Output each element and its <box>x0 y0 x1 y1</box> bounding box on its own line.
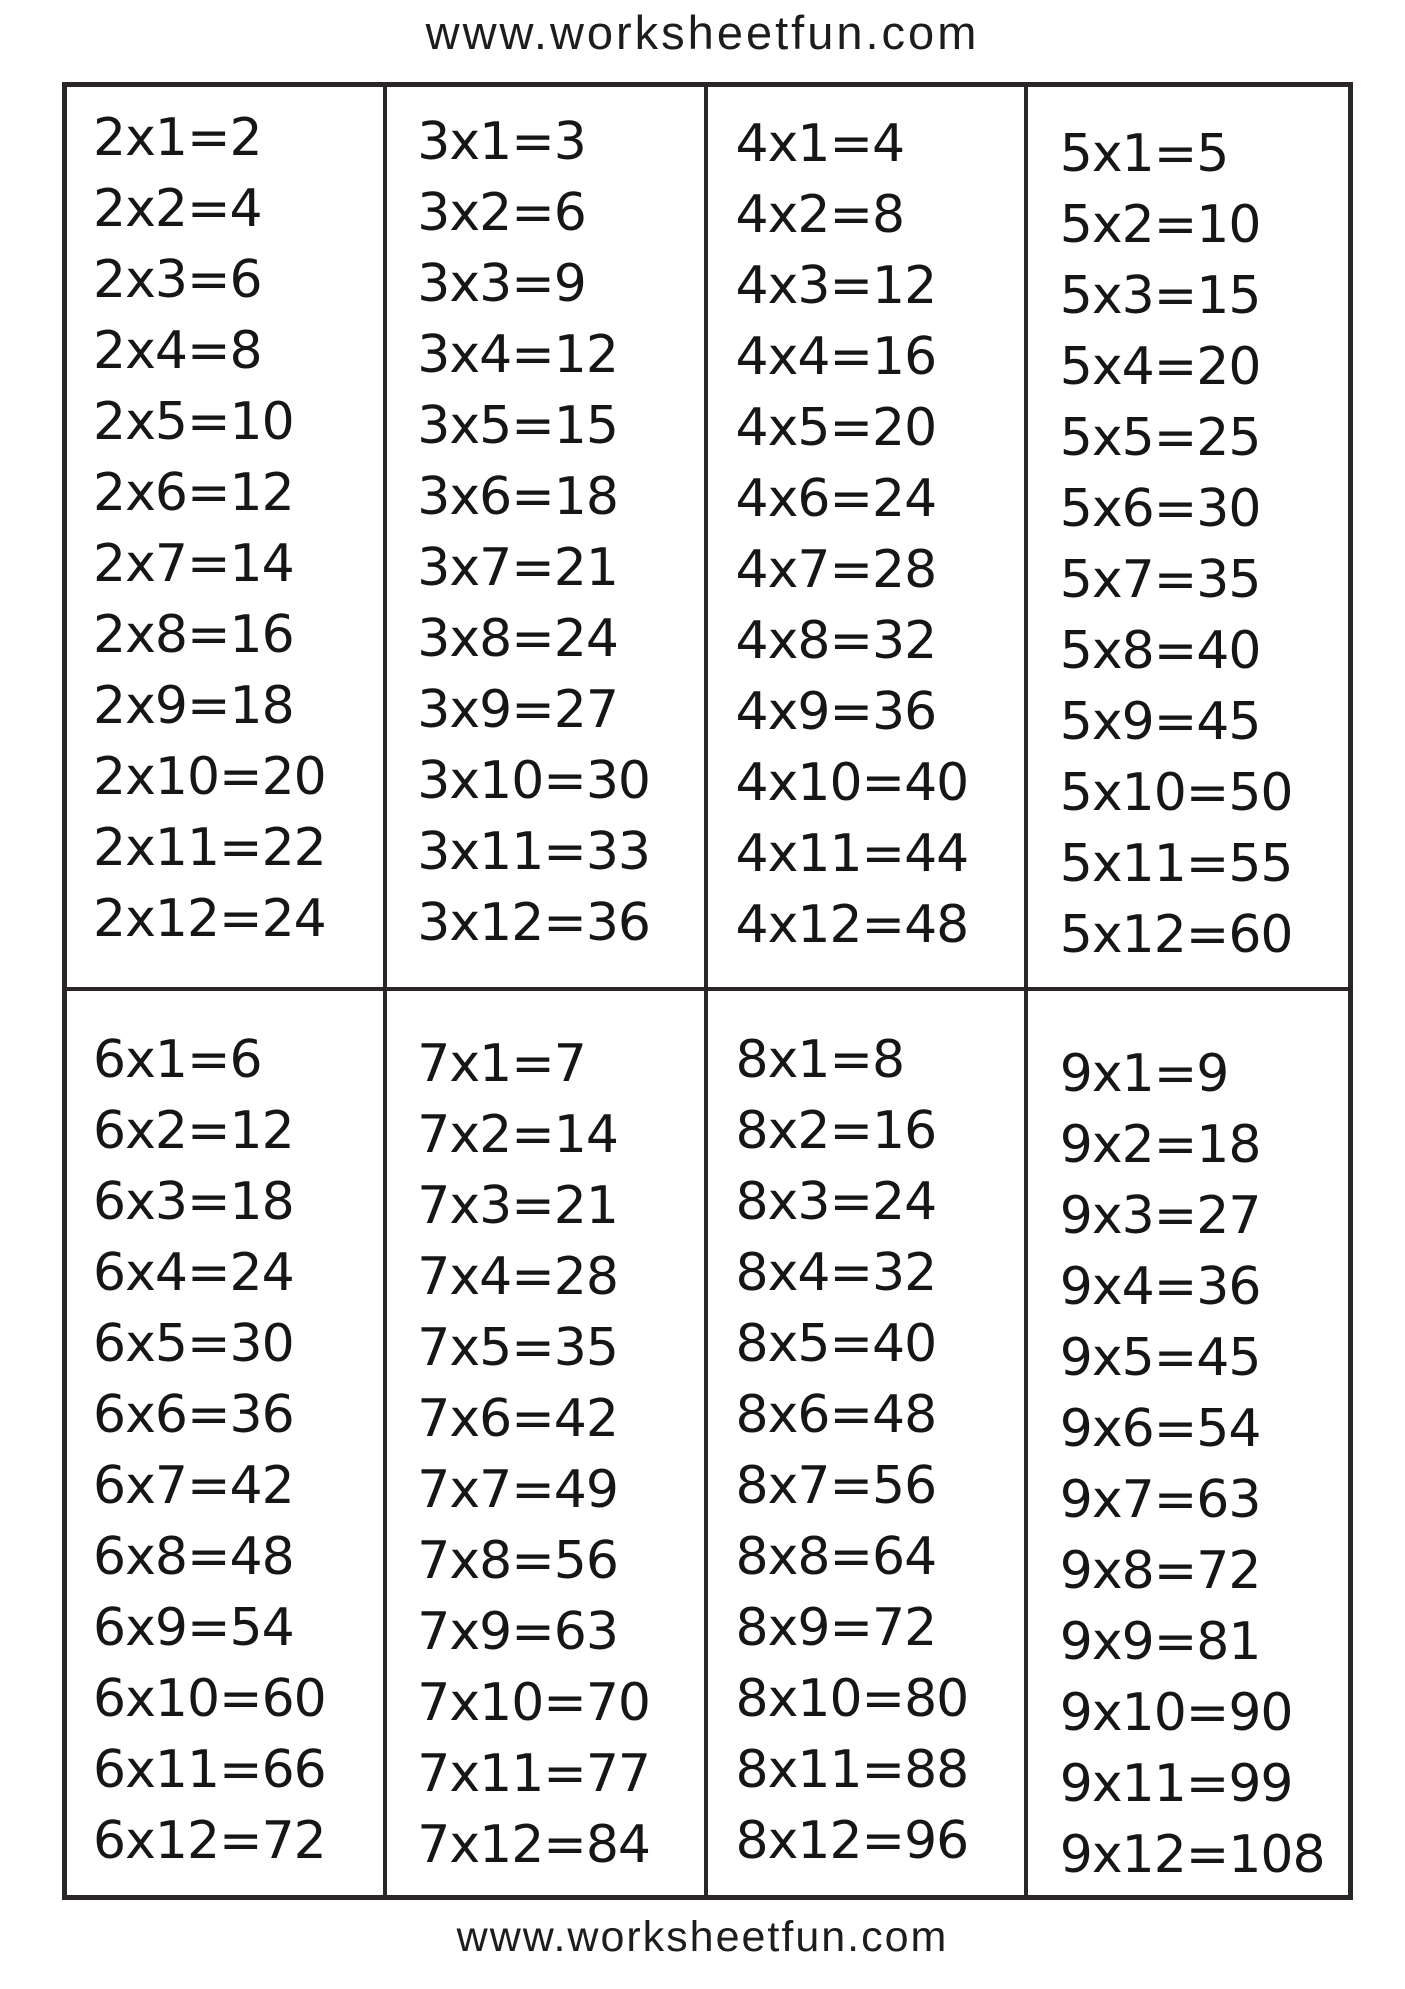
fact-line: 4x11=44 <box>735 824 969 884</box>
fact-line: 9x7=63 <box>1059 1470 1261 1530</box>
fact-line: 4x9=36 <box>735 682 937 742</box>
multiplication-tables-grid <box>62 82 1353 1900</box>
fact-line: 8x8=64 <box>735 1527 937 1587</box>
fact-line: 9x9=81 <box>1059 1612 1261 1672</box>
footer-site-url: www.worksheetfun.com <box>456 1913 949 1961</box>
fact-line: 6x1=6 <box>93 1030 262 1090</box>
fact-line: 4x2=8 <box>735 185 905 245</box>
fact-line: 2x12=24 <box>93 889 326 949</box>
fact-line: 3x6=18 <box>417 467 618 527</box>
fact-line: 9x1=9 <box>1059 1044 1229 1104</box>
fact-line: 3x8=24 <box>417 609 618 669</box>
fact-line: 5x11=55 <box>1059 834 1293 894</box>
times-table-9 <box>1028 991 1348 1895</box>
fact-line: 8x10=80 <box>735 1669 969 1729</box>
fact-line: 4x6=24 <box>735 469 937 529</box>
fact-line: 7x11=77 <box>417 1744 651 1804</box>
fact-line: 6x2=12 <box>93 1101 294 1161</box>
fact-line: 9x2=18 <box>1059 1115 1261 1175</box>
fact-line: 9x4=36 <box>1059 1257 1261 1317</box>
fact-line: 9x11=99 <box>1059 1754 1293 1814</box>
fact-line: 7x4=28 <box>417 1247 618 1307</box>
fact-line: 6x3=18 <box>93 1172 294 1232</box>
fact-line: 9x3=27 <box>1059 1186 1261 1246</box>
fact-line: 3x12=36 <box>417 893 651 953</box>
fact-line: 3x3=9 <box>417 254 586 314</box>
fact-line: 2x1=2 <box>93 108 262 168</box>
fact-line: 5x8=40 <box>1059 621 1261 681</box>
fact-line: 7x7=49 <box>417 1460 618 1520</box>
fact-line: 3x10=30 <box>417 751 651 811</box>
fact-line: 7x1=7 <box>417 1034 586 1094</box>
times-table-6 <box>67 991 387 1895</box>
fact-line: 4x8=32 <box>735 611 937 671</box>
fact-line: 2x5=10 <box>93 392 294 452</box>
fact-line: 4x3=12 <box>735 256 937 316</box>
fact-line: 3x4=12 <box>417 325 618 385</box>
fact-line: 5x5=25 <box>1059 408 1261 468</box>
fact-line: 7x6=42 <box>417 1389 618 1449</box>
fact-line: 5x1=5 <box>1059 124 1229 184</box>
times-table-2 <box>67 87 387 991</box>
fact-line: 9x5=45 <box>1059 1328 1261 1388</box>
fact-line: 2x3=6 <box>93 250 262 310</box>
fact-line: 8x2=16 <box>735 1101 937 1161</box>
fact-line: 8x11=88 <box>735 1740 969 1800</box>
fact-line: 5x10=50 <box>1059 763 1293 823</box>
fact-line: 6x11=66 <box>93 1740 326 1800</box>
fact-line: 8x6=48 <box>735 1385 937 1445</box>
fact-line: 4x12=48 <box>735 895 969 955</box>
fact-line: 3x9=27 <box>417 680 618 740</box>
fact-line: 8x7=56 <box>735 1456 937 1516</box>
fact-line: 6x7=42 <box>93 1456 294 1516</box>
fact-line: 9x8=72 <box>1059 1541 1261 1601</box>
fact-line: 7x2=14 <box>417 1105 618 1165</box>
fact-line: 6x8=48 <box>93 1527 294 1587</box>
fact-line: 8x1=8 <box>735 1030 905 1090</box>
fact-line: 3x11=33 <box>417 822 651 882</box>
fact-line: 9x12=108 <box>1059 1825 1325 1885</box>
fact-line: 8x3=24 <box>735 1172 937 1232</box>
fact-line: 5x12=60 <box>1059 905 1293 965</box>
fact-line: 8x5=40 <box>735 1314 937 1374</box>
fact-line: 5x3=15 <box>1059 266 1261 326</box>
fact-line: 4x4=16 <box>735 327 937 387</box>
fact-line: 6x6=36 <box>93 1385 294 1445</box>
fact-line: 3x7=21 <box>417 538 618 598</box>
fact-line: 8x12=96 <box>735 1811 969 1871</box>
times-table-7 <box>387 991 707 1895</box>
fact-line: 2x9=18 <box>93 676 294 736</box>
fact-line: 8x4=32 <box>735 1243 937 1303</box>
times-table-4 <box>708 87 1028 991</box>
times-table-5 <box>1028 87 1348 991</box>
fact-line: 7x5=35 <box>417 1318 618 1378</box>
fact-line: 5x6=30 <box>1059 479 1261 539</box>
fact-line: 5x9=45 <box>1059 692 1261 752</box>
header-site-url: www.worksheetfun.com <box>425 6 980 59</box>
fact-line: 6x12=72 <box>93 1811 326 1871</box>
fact-line: 7x9=63 <box>417 1602 618 1662</box>
fact-line: 2x6=12 <box>93 463 294 523</box>
fact-line: 2x10=20 <box>93 747 326 807</box>
fact-line: 2x8=16 <box>93 605 294 665</box>
fact-line: 5x7=35 <box>1059 550 1261 610</box>
fact-line: 6x4=24 <box>93 1243 294 1303</box>
fact-line: 4x7=28 <box>735 540 937 600</box>
fact-line: 7x8=56 <box>417 1531 618 1591</box>
fact-line: 3x2=6 <box>417 183 586 243</box>
fact-line: 5x4=20 <box>1059 337 1261 397</box>
fact-line: 9x6=54 <box>1059 1399 1261 1459</box>
fact-line: 2x7=14 <box>93 534 294 594</box>
fact-line: 2x4=8 <box>93 321 262 381</box>
fact-line: 7x10=70 <box>417 1673 651 1733</box>
fact-line: 6x5=30 <box>93 1314 294 1374</box>
fact-line: 7x12=84 <box>417 1815 651 1875</box>
times-table-3 <box>387 87 707 991</box>
fact-line: 6x9=54 <box>93 1598 294 1658</box>
fact-line: 4x5=20 <box>735 398 937 458</box>
fact-line: 3x5=15 <box>417 396 618 456</box>
fact-line: 3x1=3 <box>417 112 586 172</box>
fact-line: 8x9=72 <box>735 1598 937 1658</box>
fact-line: 6x10=60 <box>93 1669 326 1729</box>
fact-line: 5x2=10 <box>1059 195 1261 255</box>
fact-line: 2x2=4 <box>93 179 262 239</box>
fact-line: 4x10=40 <box>735 753 969 813</box>
times-table-8 <box>708 991 1028 1895</box>
fact-line: 2x11=22 <box>93 818 326 878</box>
fact-line: 7x3=21 <box>417 1176 618 1236</box>
fact-line: 9x10=90 <box>1059 1683 1293 1743</box>
fact-line: 4x1=4 <box>735 114 905 174</box>
